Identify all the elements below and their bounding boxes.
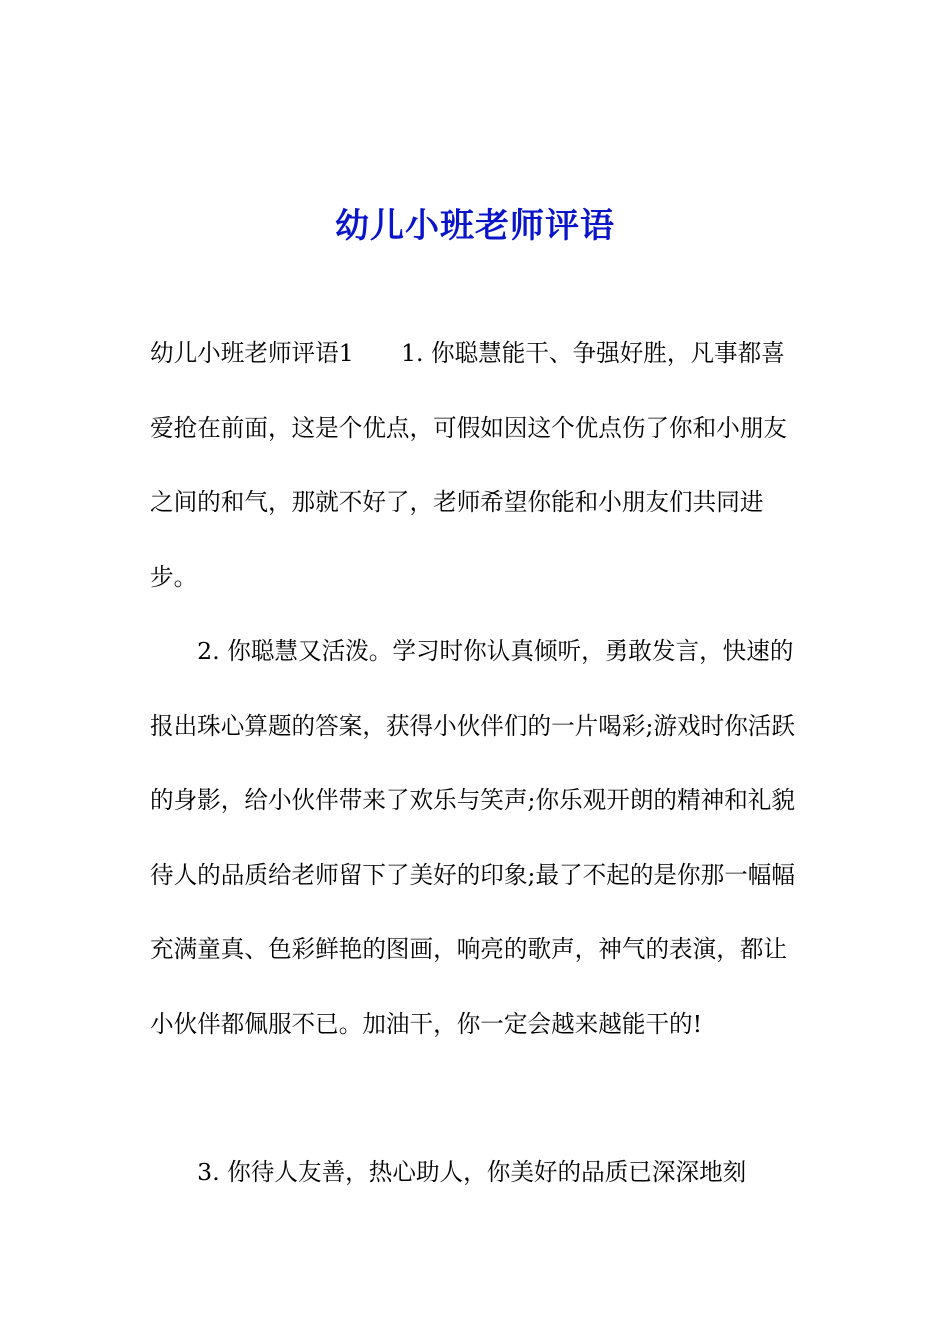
paragraph-block — [150, 316, 806, 614]
paragraph-2: 2. 你聪慧又活泼。学习时你认真倾听，勇敢发言，快速的报出珠心算题的答案，获得小伙伴们的一片喝彩;游戏时你活跃的身影，给小伙伴带来了欢乐与笑声;你乐观开朗的精神和礼貌待人的品质给老师留下了美好的印象;最了不起的是你那一幅幅充满童真、色彩鲜艳的图画，响亮的歌声，神气的表演，都让小伙伴都佩服不已。加油干，你一定会越来越能干的! — [150, 637, 795, 1038]
paragraph-3: 3. 你待人友善，热心助人，你美好的品质已深深地刻 — [150, 1158, 747, 1186]
paragraph-block — [150, 1135, 806, 1210]
document-title: 幼儿小班老师评语 — [335, 205, 615, 246]
paragraph-1: 幼儿小班老师评语1 1. 你聪慧能干、争强好胜，凡事都喜爱抢在前面，这是个优点，可假如因这个优点伤了你和小朋友之间的和气，那就不好了，老师希望你能和小朋友们共同进步。 — [150, 339, 788, 591]
paragraph-block — [150, 614, 806, 1061]
